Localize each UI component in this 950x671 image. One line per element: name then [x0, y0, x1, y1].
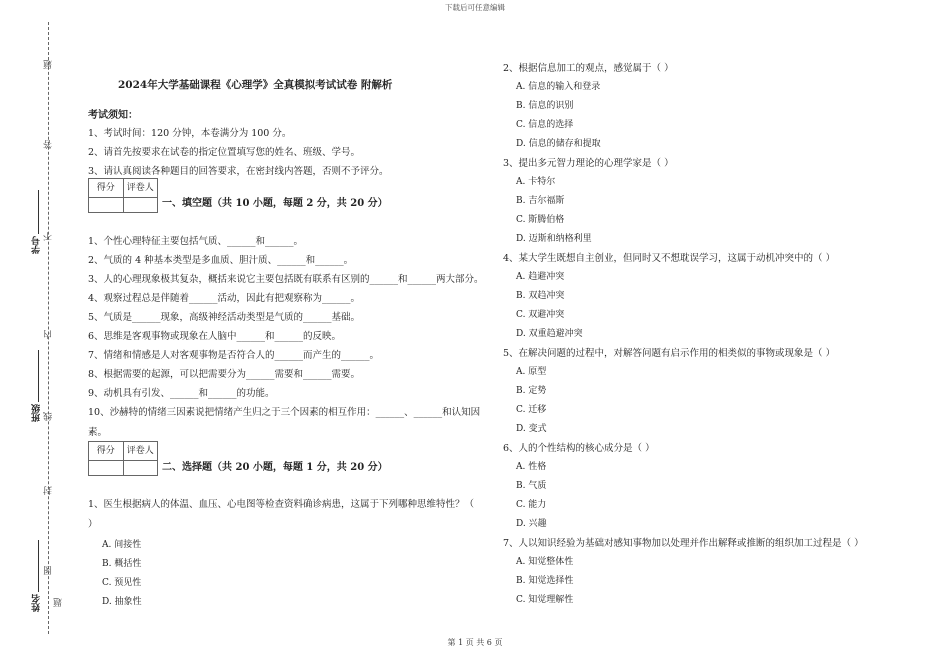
choice-question-stem: 7、人以知识经验为基础对感知事物加以处理并作出解释或推断的组织加工过程是（ ） — [503, 538, 864, 549]
cut-mark: 题 — [44, 60, 54, 69]
student-id-field[interactable] — [38, 190, 39, 234]
section1-heading: 一、填空题（共 10 小题，每题 2 分，共 20 分） — [162, 198, 388, 209]
binding-margin — [0, 0, 70, 671]
choice-option[interactable]: A. 卡特尔 — [516, 177, 556, 187]
choice-option[interactable]: C. 预见性 — [102, 578, 142, 588]
cut-mark: 答 — [44, 140, 54, 149]
fill-question: 6、思维是客观事物或现象在人脑中______和______的反映。 — [88, 331, 342, 342]
cut-mark: 内 — [44, 330, 54, 339]
choice-option[interactable]: D. 迈斯和纳格利里 — [516, 234, 592, 244]
score-box-cells[interactable] — [88, 461, 158, 476]
choice-option[interactable]: A. 间接性 — [102, 540, 142, 550]
cut-mark: 不 — [44, 232, 54, 241]
fill-question: 10、沙赫特的情绪三因素说把情绪产生归之于三个因素的相互作用：______、______和认知因 — [88, 407, 481, 418]
score-label: 得分 — [96, 183, 115, 193]
score-box — [88, 441, 158, 461]
exam-title: 2024年大学基础课程《心理学》全真模拟考试试卷 附解析 — [118, 79, 393, 91]
choice-option[interactable]: A. 信息的输入和登录 — [516, 82, 601, 92]
section2-heading: 二、选择题（共 20 小题，每题 1 分，共 20 分） — [162, 462, 388, 473]
choice-option[interactable]: B. 信息的识别 — [516, 101, 574, 111]
student-id-label: 学号 — [32, 236, 42, 254]
choice-question-stem-end: ） — [88, 519, 98, 530]
fill-question: 1、个性心理特征主要包括气质、______和______。 — [88, 236, 304, 247]
choice-question-stem: 1、医生根据病人的体温、血压、心电图等检查资料确诊病患，这属于下列哪种思维特性？（ — [88, 499, 475, 510]
header-note: 下载后可任意编辑 — [445, 3, 505, 12]
choice-question-stem: 6、人的个性结构的核心成分是（ ） — [503, 443, 655, 454]
grader-label: 评卷人 — [123, 179, 158, 197]
fill-question: 8、根据需要的起源，可以把需要分为______需要和______需要。 — [88, 369, 361, 380]
choice-option[interactable]: A. 性格 — [516, 462, 547, 472]
fill-question: 9、动机具有引发、______和______的功能。 — [88, 388, 275, 399]
notice-item: 1、考试时间：120 分钟，本卷满分为 100 分。 — [88, 128, 292, 139]
name-field[interactable] — [38, 540, 39, 592]
choice-question-stem: 3、提出多元智力理论的心理学家是（ ） — [503, 158, 674, 169]
grader-label: 评卷人 — [123, 442, 158, 460]
fill-question: 3、人的心理现象极其复杂，概括来说它主要包括既有联系有区别的______和______两大部分。 — [88, 274, 484, 285]
fill-question: 5、气质是______现象，高级神经活动类型是气质的______基础。 — [88, 312, 361, 323]
choice-question-stem: 5、在解决问题的过程中，对解答问题有启示作用的相类似的事物或现象是（ ） — [503, 348, 836, 359]
choice-option[interactable]: D. 信息的储存和提取 — [516, 139, 601, 149]
choice-option[interactable]: D. 兴趣 — [516, 519, 547, 529]
page-footer: 第 1 页 共 6 页 — [447, 638, 503, 647]
choice-option[interactable]: D. 抽象性 — [102, 597, 142, 607]
choice-option[interactable]: B. 吉尔福斯 — [516, 196, 565, 206]
class-label: 班级 — [32, 404, 42, 422]
fill-question-cont: 素。 — [88, 427, 108, 438]
choice-option[interactable]: A. 趋避冲突 — [516, 272, 565, 282]
choice-option[interactable]: D. 变式 — [516, 424, 547, 434]
notice-heading: 考试须知： — [88, 110, 138, 121]
name-label: 姓名 — [32, 594, 42, 612]
notice-item: 3、请认真阅读各种题目的回答要求，在密封线内答题，否则不予评分。 — [88, 166, 389, 177]
score-box-cells[interactable] — [88, 198, 158, 213]
choice-option[interactable]: B. 概括性 — [102, 559, 142, 569]
choice-option[interactable]: B. 知觉选择性 — [516, 576, 574, 586]
choice-option[interactable]: C. 迁移 — [516, 405, 547, 415]
cut-mark: 题 — [54, 598, 64, 607]
choice-option[interactable]: C. 信息的选择 — [516, 120, 574, 130]
choice-option[interactable]: B. 定势 — [516, 386, 547, 396]
choice-option[interactable]: B. 双趋冲突 — [516, 291, 565, 301]
fill-question: 4、观察过程总是伴随着______活动，因此有把观察称为______。 — [88, 293, 361, 304]
choice-option[interactable]: B. 气质 — [516, 481, 547, 491]
fill-question: 2、气质的 4 种基本类型是多血质、胆汁质、______和______。 — [88, 255, 354, 266]
choice-option[interactable]: A. 原型 — [516, 367, 547, 377]
notice-item: 2、请首先按要求在试卷的指定位置填写您的姓名、班级、学号。 — [88, 147, 361, 158]
choice-option[interactable]: C. 能力 — [516, 500, 547, 510]
choice-option[interactable]: D. 双重趋避冲突 — [516, 329, 583, 339]
cut-mark: 图 — [44, 566, 54, 575]
choice-option[interactable]: C. 知觉理解性 — [516, 595, 574, 605]
score-label: 得分 — [96, 446, 115, 456]
choice-option[interactable]: A. 知觉整体性 — [516, 557, 574, 567]
cut-line — [48, 22, 49, 634]
choice-option[interactable]: C. 斯腾伯格 — [516, 215, 565, 225]
class-field[interactable] — [38, 350, 39, 402]
score-box — [88, 178, 158, 198]
cut-mark: 封 — [44, 486, 54, 495]
choice-question-stem: 2、根据信息加工的观点，感觉属于（ ） — [503, 63, 674, 74]
fill-question: 7、情绪和情感是人对客观事物是否符合人的______而产生的______。 — [88, 350, 380, 361]
cut-mark: 线 — [44, 412, 54, 421]
choice-question-stem: 4、某大学生既想自主创业，但同时又不想耽误学习，这属于动机冲突中的（ ） — [503, 253, 836, 264]
choice-option[interactable]: C. 双避冲突 — [516, 310, 565, 320]
